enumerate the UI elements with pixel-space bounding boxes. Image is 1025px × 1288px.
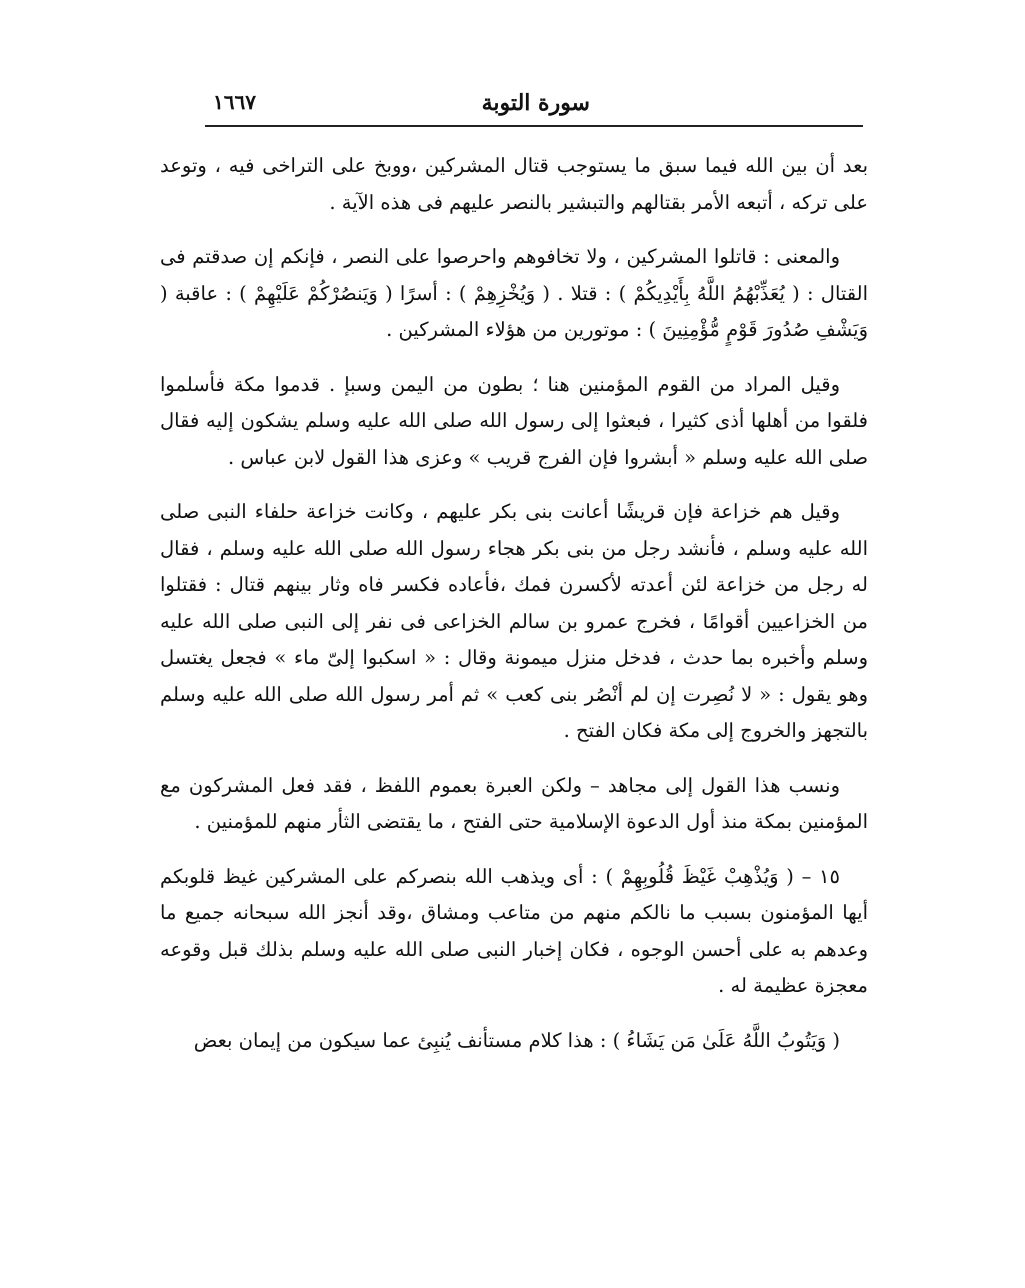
paragraph: وقيل المراد من القوم المؤمنين هنا ؛ بطون من اليمن وسبإ . قدموا مكة فأسلموا فلقوا من أهلها أذى كثيرا ، فبعثوا إلى رسول الله صلى الله عليه وسلم يشكون إليه فقال صلى الله عليه وسلم « أبشروا فإن الفرج قريب » وعزى هذا القول لابن عباس .	[160, 372, 868, 469]
paragraph: وقيل هم خزاعة فإن قريشًا أعانت بنى بكر عليهم ، وكانت خزاعة حلفاء النبى صلى الله عليه وسلم ، فأنشد رجل من بنى بكر هجاء رسول الله صلى الله عليه وسلم ، فقال له رجل من خزاعة لئن أعدته لأكسرن فمك ،فأعاده فكسر فاه وثار بينهم قتال : فقتلوا من الخزاعيين أقوامًا ، فخرج عمرو بن سالم الخزاعى فى نفر إلى النبى صلى الله عليه وسلم وأخبره بما حدث ، فدخل منزل ميمونة وقال : « اسكبوا إلىّ ماء » فجعل يغتسل وهو يقول : « لا نُصِرت إن لم أنْصُر بنى كعب » ثم أمر رسول الله صلى الله عليه وسلم بالتجهز والخروج إلى مكة فكان الفتح .	[160, 500, 868, 742]
commentary-body	[160, 148, 868, 1077]
page-number: ١٦٦٧	[213, 90, 256, 114]
header-rule	[205, 125, 863, 127]
paragraph: ونسب هذا القول إلى مجاهد – ولكن العبرة بعموم اللفظ ، فقد فعل المشركون مع المؤمنين بمكة منذ أول الدعوة الإسلامية حتى الفتح ، ما يقتضى الثأر منهم للمؤمنين .	[160, 773, 868, 833]
page-header	[205, 80, 860, 126]
verse-commentary-paragraph: ( وَيَتُوبُ اللَّهُ عَلَىٰ مَن يَشَاءُ ) : هذا كلام مستأنف يُنبِئ عما سيكون من إيمان بعض	[193, 1028, 840, 1052]
verse-commentary-paragraph: ١٥ – ( وَيُذْهِبْ غَيْظَ قُلُوبِهِمْ ) : أى ويذهب الله بنصركم على المشركين غيظ قلوبكم أيها المؤمنون بسبب ما نالكم منهم من متاعب ومشاق ،وقد أنجز الله سبحانه جميع ما وعدهم به على أحسن الوجوه ، فكان إخبار النبى صلى الله عليه وسلم بذلك قبل وقوعه معجزة عظيمة له .	[160, 864, 868, 997]
surah-title: سورة التوبة	[481, 90, 590, 116]
paragraph: والمعنى : قاتلوا المشركين ، ولا تخافوهم واحرصوا على النصر ، فإنكم إن صدقتم فى القتال : ( يُعَذِّبْهُمُ اللَّهُ بِأَيْدِيكُمْ ) : قتلا . ( وَيُخْزِهِمْ ) : أسرًا ( وَيَنصُرْكُمْ عَلَيْهِمْ ) : عاقبة ( وَيَشْفِ صُدُورَ قَوْمٍ مُّؤْمِنِينَ ) : موتورين من هؤلاء المشركين .	[160, 245, 868, 341]
paragraph: بعد أن بين الله فيما سبق ما يستوجب قتال المشركين ،ووبخ على التراخى فيه ، وتوعد على تركه ، أتبعه الأمر بقتالهم والتبشير بالنصر عليهم فى هذه الآية .	[160, 154, 868, 214]
